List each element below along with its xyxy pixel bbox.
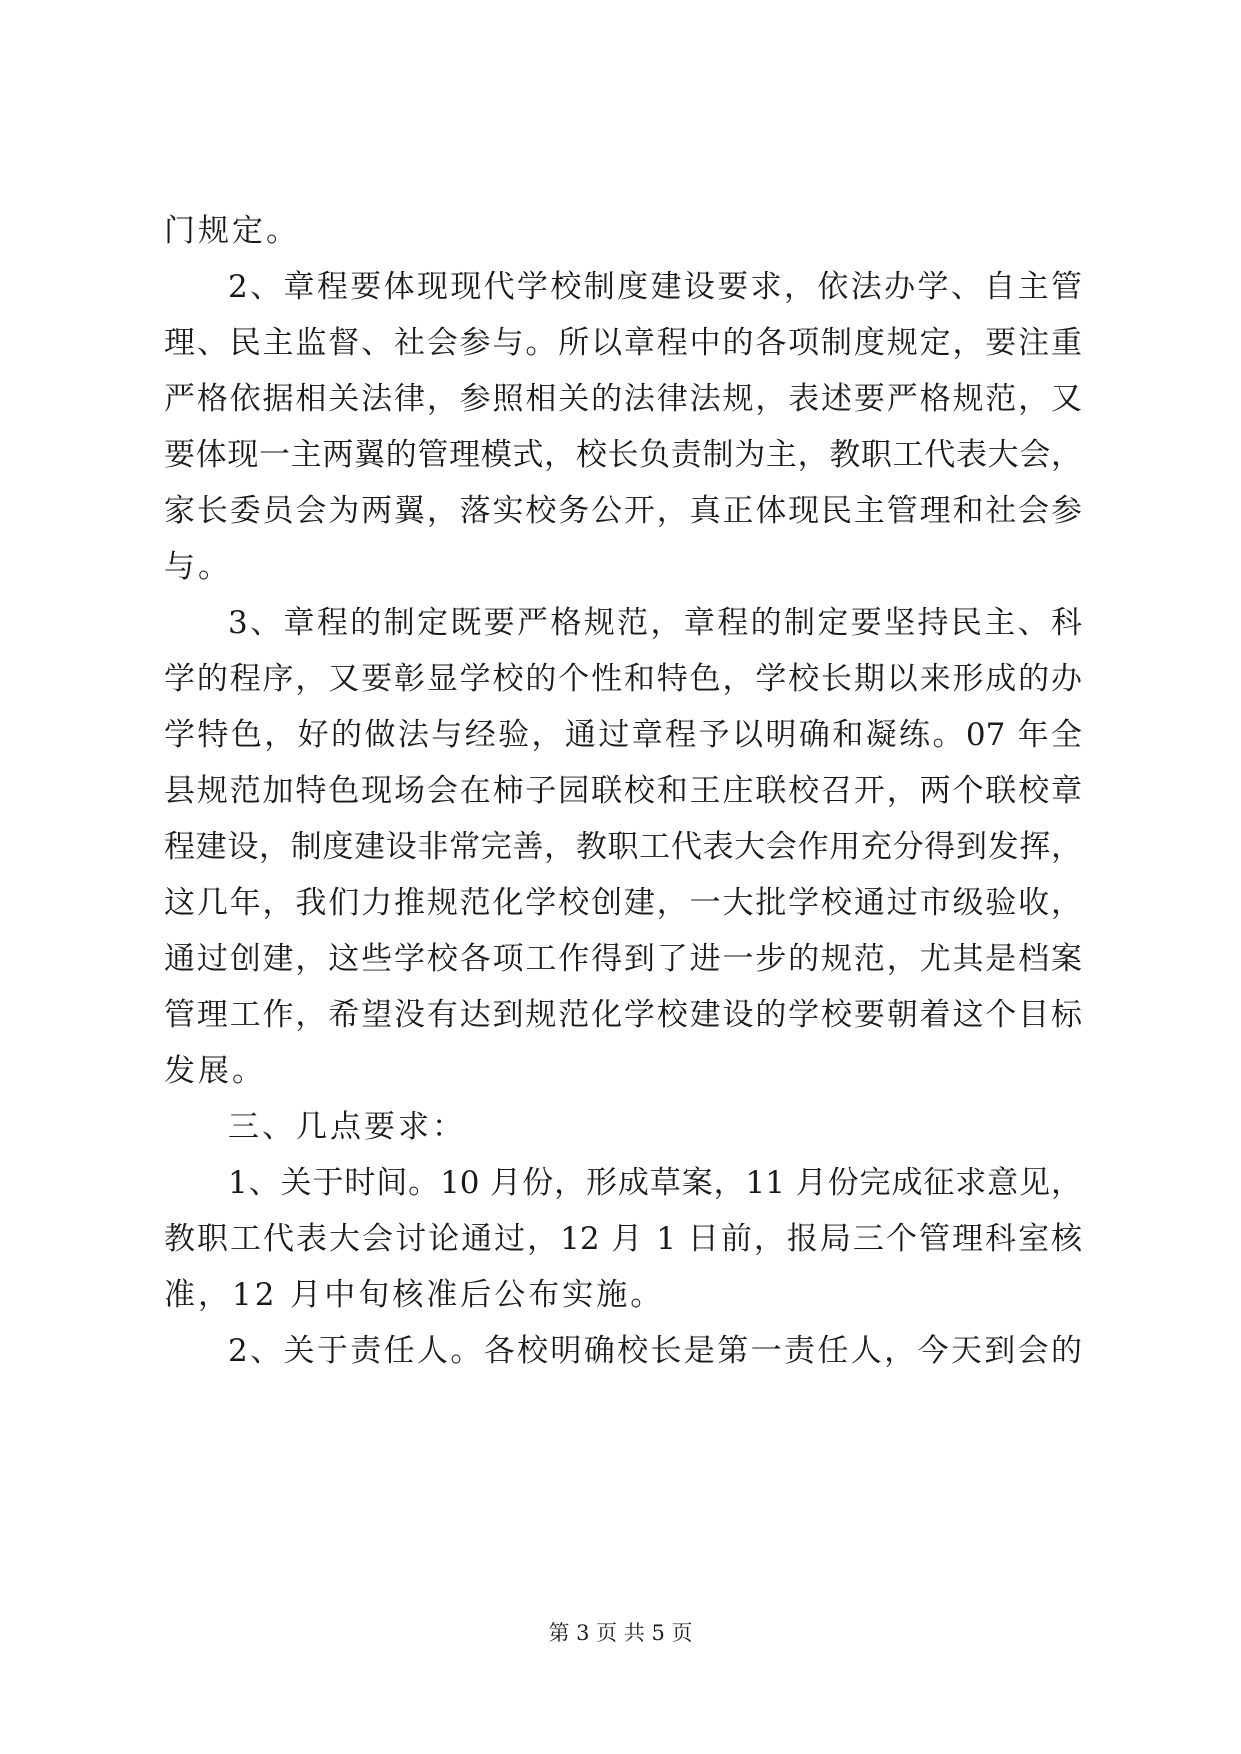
paragraph-2-line: 理、民主监督、社会参与。所以章程中的各项制度规定，要注重 <box>164 325 1082 361</box>
paragraph-2-line: 2、章程要体现现代学校制度建设要求，依法办学、自主管 <box>228 269 1082 305</box>
paragraph-3-line: 学特色，好的做法与经验，通过章程予以明确和凝练。07 年全 <box>164 717 1082 753</box>
paragraph-2-line: 要体现一主两翼的管理模式，校长负责制为主，教职工代表大会， <box>164 437 1082 473</box>
page-number-footer: 第 3 页 共 5 页 <box>548 1621 693 1645</box>
text-line: 门规定。 <box>164 213 300 249</box>
paragraph-3-line: 管理工作，希望没有达到规范化学校建设的学校要朝着这个目标 <box>164 997 1082 1033</box>
requirement-1-line: 1、关于时间。10 月份，形成草案，11 月份完成征求意见， <box>228 1165 1082 1201</box>
paragraph-3-line: 通过创建，这些学校各项工作得到了进一步的规范，尤其是档案 <box>164 941 1082 977</box>
paragraph-2-line: 与。 <box>164 549 232 585</box>
paragraph-2-line: 家长委员会为两翼，落实校务公开，真正体现民主管理和社会参 <box>164 493 1082 529</box>
paragraph-3-line: 发展。 <box>164 1053 266 1089</box>
requirement-1-line: 教职工代表大会讨论通过，12 月 1 日前，报局三个管理科室核 <box>164 1221 1082 1257</box>
paragraph-2-line: 严格依据相关法律，参照相关的法律法规，表述要严格规范，又 <box>164 381 1082 417</box>
requirement-2-line: 2、关于责任人。各校明确校长是第一责任人，今天到会的 <box>228 1333 1082 1369</box>
paragraph-3-line: 这几年，我们力推规范化学校创建，一大批学校通过市级验收， <box>164 885 1082 921</box>
requirement-1-line: 准，12 月中旬核准后公布实施。 <box>164 1277 665 1313</box>
paragraph-3-line: 程建设，制度建设非常完善，教职工代表大会作用充分得到发挥， <box>164 829 1082 865</box>
paragraph-3-line: 学的程序，又要彰显学校的个性和特色，学校长期以来形成的办 <box>164 661 1082 697</box>
paragraph-3-line: 3、章程的制定既要严格规范，章程的制定要坚持民主、科 <box>228 605 1082 641</box>
paragraph-3-line: 县规范加特色现场会在柿子园联校和王庄联校召开，两个联校章 <box>164 773 1082 809</box>
section-heading: 三、几点要求： <box>228 1109 466 1145</box>
